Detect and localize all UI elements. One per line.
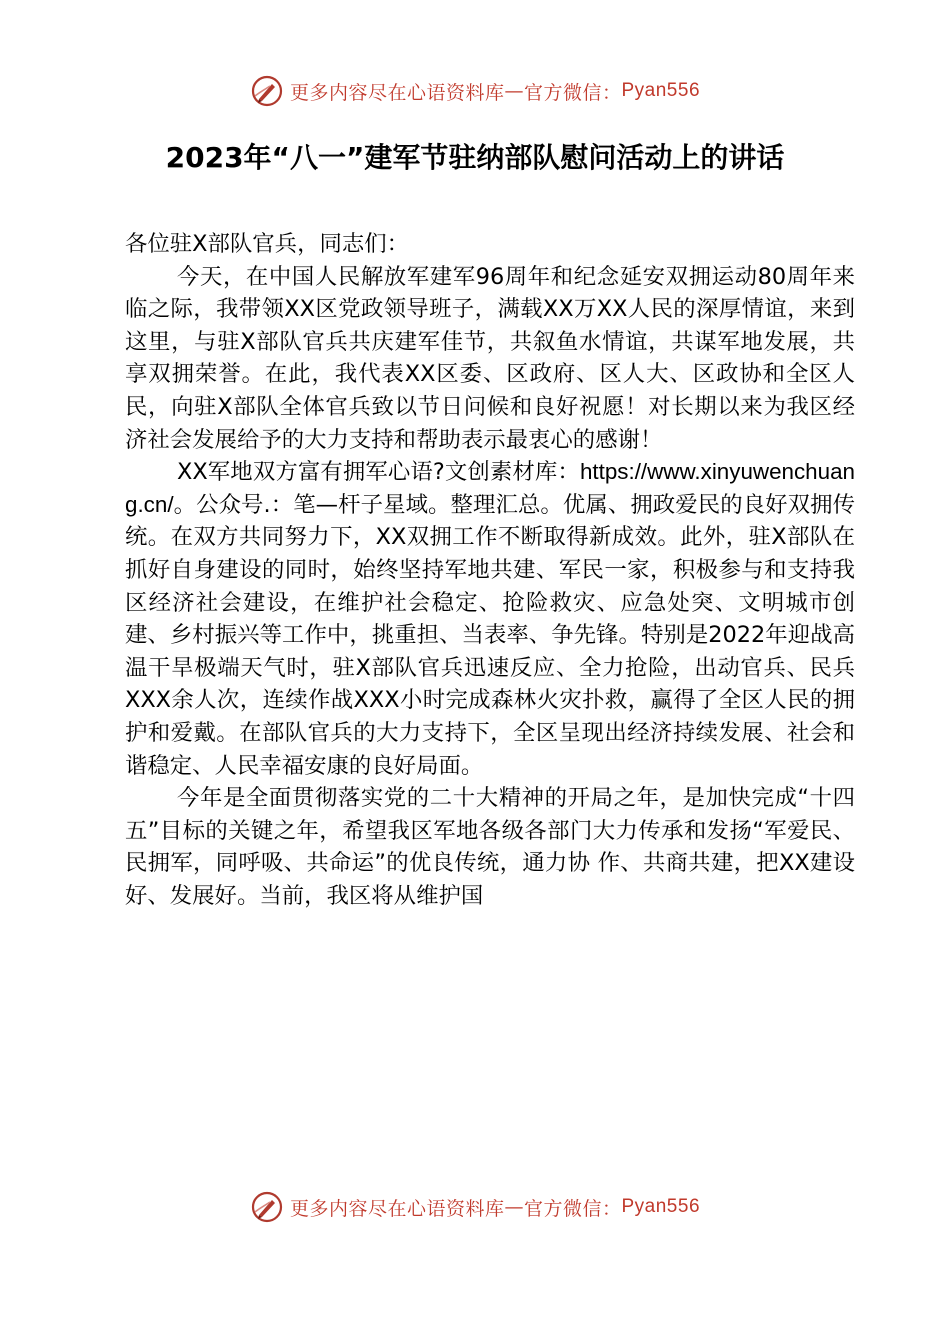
footer-watermark [0, 1190, 950, 1224]
watermark-account: Pyan556 [621, 80, 701, 101]
source-url: https://www.xinyuwenchuang.cn/ [125, 459, 855, 517]
watermark-label: 官方微信： [523, 1197, 622, 1220]
document-title: 2023年“八一”建军节驻纳部队慰问活动上的讲话 [165, 141, 785, 174]
paragraph-3: 今年是全面贯彻落实党的二十大精神的开局之年，是加快完成“十四五”目标的关键之年，希望我区军地各级各部门大力传承和发扬“军爱民、民拥军，同呼吸、共命运”的优良传统，通力协 作、共商共建，把XX建设好、发展好。当前，我区将从维护国 [125, 785, 855, 909]
paragraph-1: 今天，在中国人民解放军建军96周年和纪念延安双拥运动80周年来临之际，我带领XX区党政领导班子，满载XX万XX人民的深厚情谊，来到这里，与驻X部队官兵共庆建军佳节，共叙鱼水情谊，共谋军地发展，共享双拥荣誉。在此，我代表XX区委、区政府、区人大、区政协和全区人民，向驻X部队全体官兵致以节日问候和良好祝愿！对长期以来为我区经济社会发展给予的大力支持和帮助表示最衷心的感谢！ [125, 263, 855, 453]
salutation: 各位驻X部队官兵，同志们： [125, 231, 410, 257]
document-body [125, 228, 855, 912]
watermark-separator: — [504, 1196, 524, 1218]
watermark-separator: — [504, 80, 524, 102]
watermark-text: 更多内容尽在心语资料库 [289, 81, 505, 104]
pen-logo-icon [250, 74, 284, 108]
watermark-account: Pyan556 [621, 1196, 701, 1217]
pen-logo-icon [250, 1190, 284, 1224]
paragraph-2-body: 。公众号.：笔—杆子星域。整理汇总。优属、拥政爱民的良好双拥传统。在双方共同努力下，XX双拥工作不断取得新成效。此外，驻X部队在抓好自身建设的同时，始终坚持军地共建、军民一家，积极参与和支持我区经济社会建设，在维护社会稳定、抢险救灾、应急处突、文明城市创建、乡村振兴等工作中，挑重担、当表率、争先锋。特别是2022年迎战高温干旱极端天气时，驻X部队官兵迅速反应、全力抢险，出动官兵、民兵XXX余人次，连续作战XXX小时完成森林火灾扑救，赢得了全区人民的拥护和爱戴。在部队官兵的大力支持下，全区呈现出经济持续发展、社会和谐稳定、人民幸福安康的良好局面。 [125, 491, 855, 779]
watermark-text: 更多内容尽在心语资料库 [289, 1197, 505, 1220]
watermark-label: 官方微信： [523, 81, 622, 104]
paragraph-2 [125, 456, 855, 782]
paragraph-2-intro: XX军地双方富有拥军心语?文创素材库： [177, 459, 580, 486]
header-watermark [0, 74, 950, 108]
